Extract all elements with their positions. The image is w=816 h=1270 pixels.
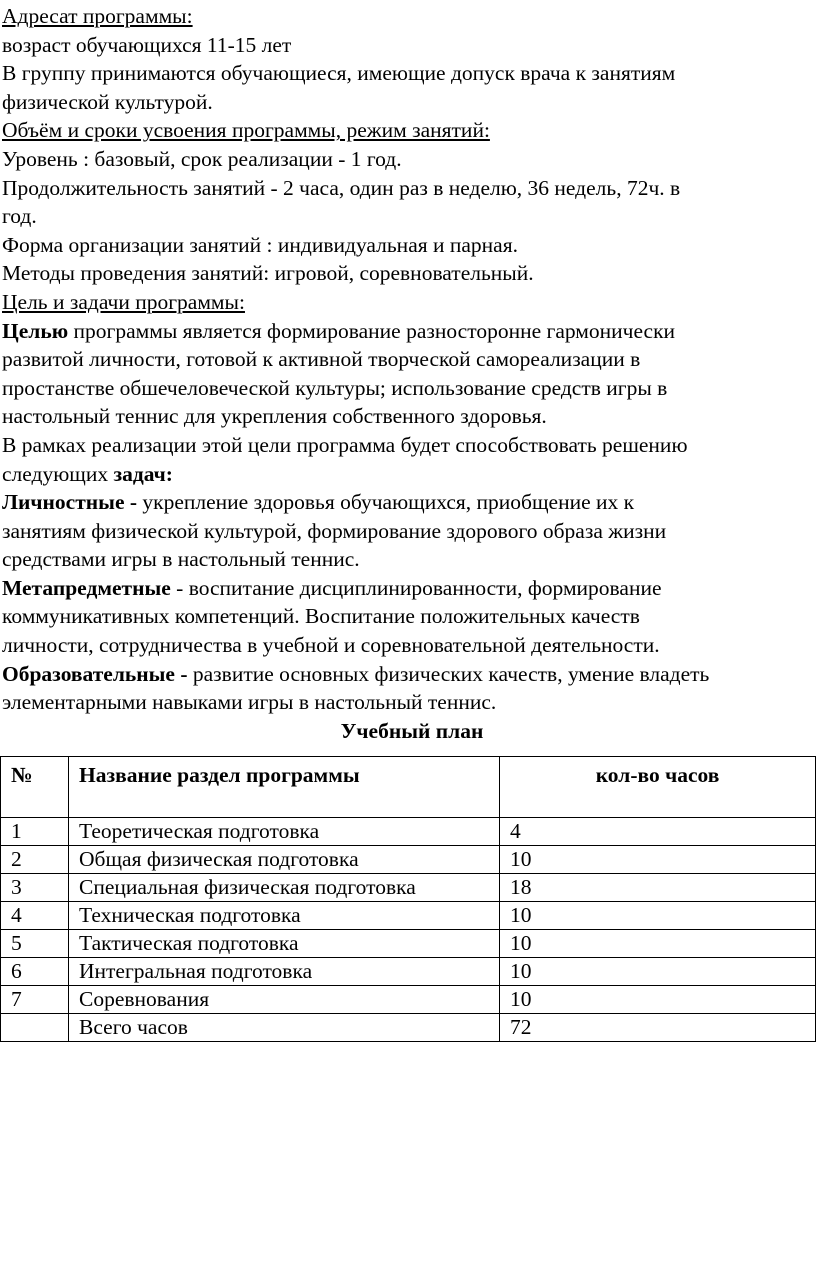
row-number: 7 [1,986,69,1014]
text-fragment: развитие основных физических качеств, умение владеть [187,661,710,686]
bold-term: задач: [113,461,173,486]
row-hours: 10 [500,958,816,986]
text-line: элементарными навыками игры в настольный теннис. [2,690,497,715]
table-row [1,902,816,930]
row-number: 5 [1,930,69,958]
text-fragment: укрепление здоровья обучающихся, приобщение их к [137,490,635,515]
table-row [1,986,816,1014]
text-line: В рамках реализации этой цели программа будет способствовать решению [2,432,688,457]
total-label: Всего часов [69,1014,500,1042]
row-section: Тактическая подготовка [69,930,500,958]
text-fragment: - воспитание дисциплинированности, формирование [170,575,662,600]
heading-goals: Цель и задачи программы: [2,289,245,314]
table-row [1,930,816,958]
text-line: коммуникативных компетенций. Воспитание положительных качеств [2,604,640,629]
column-header-hours: кол-во часов [500,757,816,818]
row-section: Общая физическая подготовка [69,846,500,874]
row-hours: 10 [500,846,816,874]
table-row [1,874,816,902]
text-line: средствами игры в настольный теннис. [2,547,360,572]
text-line: Методы проведения занятий: игровой, соревновательный. [2,261,534,286]
bold-term: Образовательные - [2,661,188,686]
heading-addressee: Адресат программы: [2,4,193,28]
text-fragment: следующих [2,461,114,486]
row-hours: 18 [500,874,816,902]
row-number: 2 [1,846,69,874]
text-line: год. [2,204,37,229]
row-number: 4 [1,902,69,930]
curriculum-table [0,756,816,1042]
text-line: занятиям физической культурой, формирование здорового образа жизни [2,518,667,543]
plan-title: Учебный план [340,718,484,743]
text-line: физической культурой. [2,89,213,114]
column-header-number: № [1,757,69,818]
row-hours: 10 [500,986,816,1014]
row-section: Специальная физическая подготовка [69,874,500,902]
row-section: Соревнования [69,986,500,1014]
row-hours: 10 [500,902,816,930]
document-page [2,2,814,767]
table-row [1,958,816,986]
text-line: В группу принимаются обучающиеся, имеющие допуск врача к занятиям [2,61,676,86]
text-line [2,488,814,517]
text-line: настольный теннис для укрепления собственного здоровья. [2,404,547,429]
row-number: 1 [1,818,69,846]
bold-term: Личностные - [2,490,138,515]
bold-term: Метапредметные [2,575,171,600]
text-fragment: программы является формирование разносторонне гармонически [68,318,676,343]
total-hours: 72 [500,1014,816,1042]
text-line: Продолжительность занятий - 2 часа, один раз в неделю, 36 недель, 72ч. в [2,175,681,200]
table-header-row [1,757,816,818]
text-line [2,460,814,489]
text-line: Уровень : базовый, срок реализации - 1 год. [2,146,402,171]
text-line: развитой личности, готовой к активной творческой самореализации в [2,347,641,372]
table-row [1,846,816,874]
text-line [2,317,814,346]
row-number: 3 [1,874,69,902]
row-section: Техническая подготовка [69,902,500,930]
text-line: возраст обучающихся 11-15 лет [2,32,292,57]
row-hours: 10 [500,930,816,958]
text-line: простанстве обшечеловеческой культуры; использование средств игры в [2,375,668,400]
row-hours: 4 [500,818,816,846]
bold-term: Целью [2,318,69,343]
row-section: Теоретическая подготовка [69,818,500,846]
heading-volume-terms: Объём и сроки усвоения программы, режим занятий: [2,118,490,143]
text-line: Форма организации занятий : индивидуальная и парная. [2,232,518,257]
column-header-section: Название раздел программы [69,757,500,818]
table-row [1,818,816,846]
text-line: личности, сотрудничества в учебной и соревновательной деятельности. [2,633,660,658]
text-line [2,660,814,689]
row-number [1,1014,69,1042]
row-section: Интегральная подготовка [69,958,500,986]
table-total-row [1,1014,816,1042]
row-number: 6 [1,958,69,986]
text-line [2,574,814,603]
